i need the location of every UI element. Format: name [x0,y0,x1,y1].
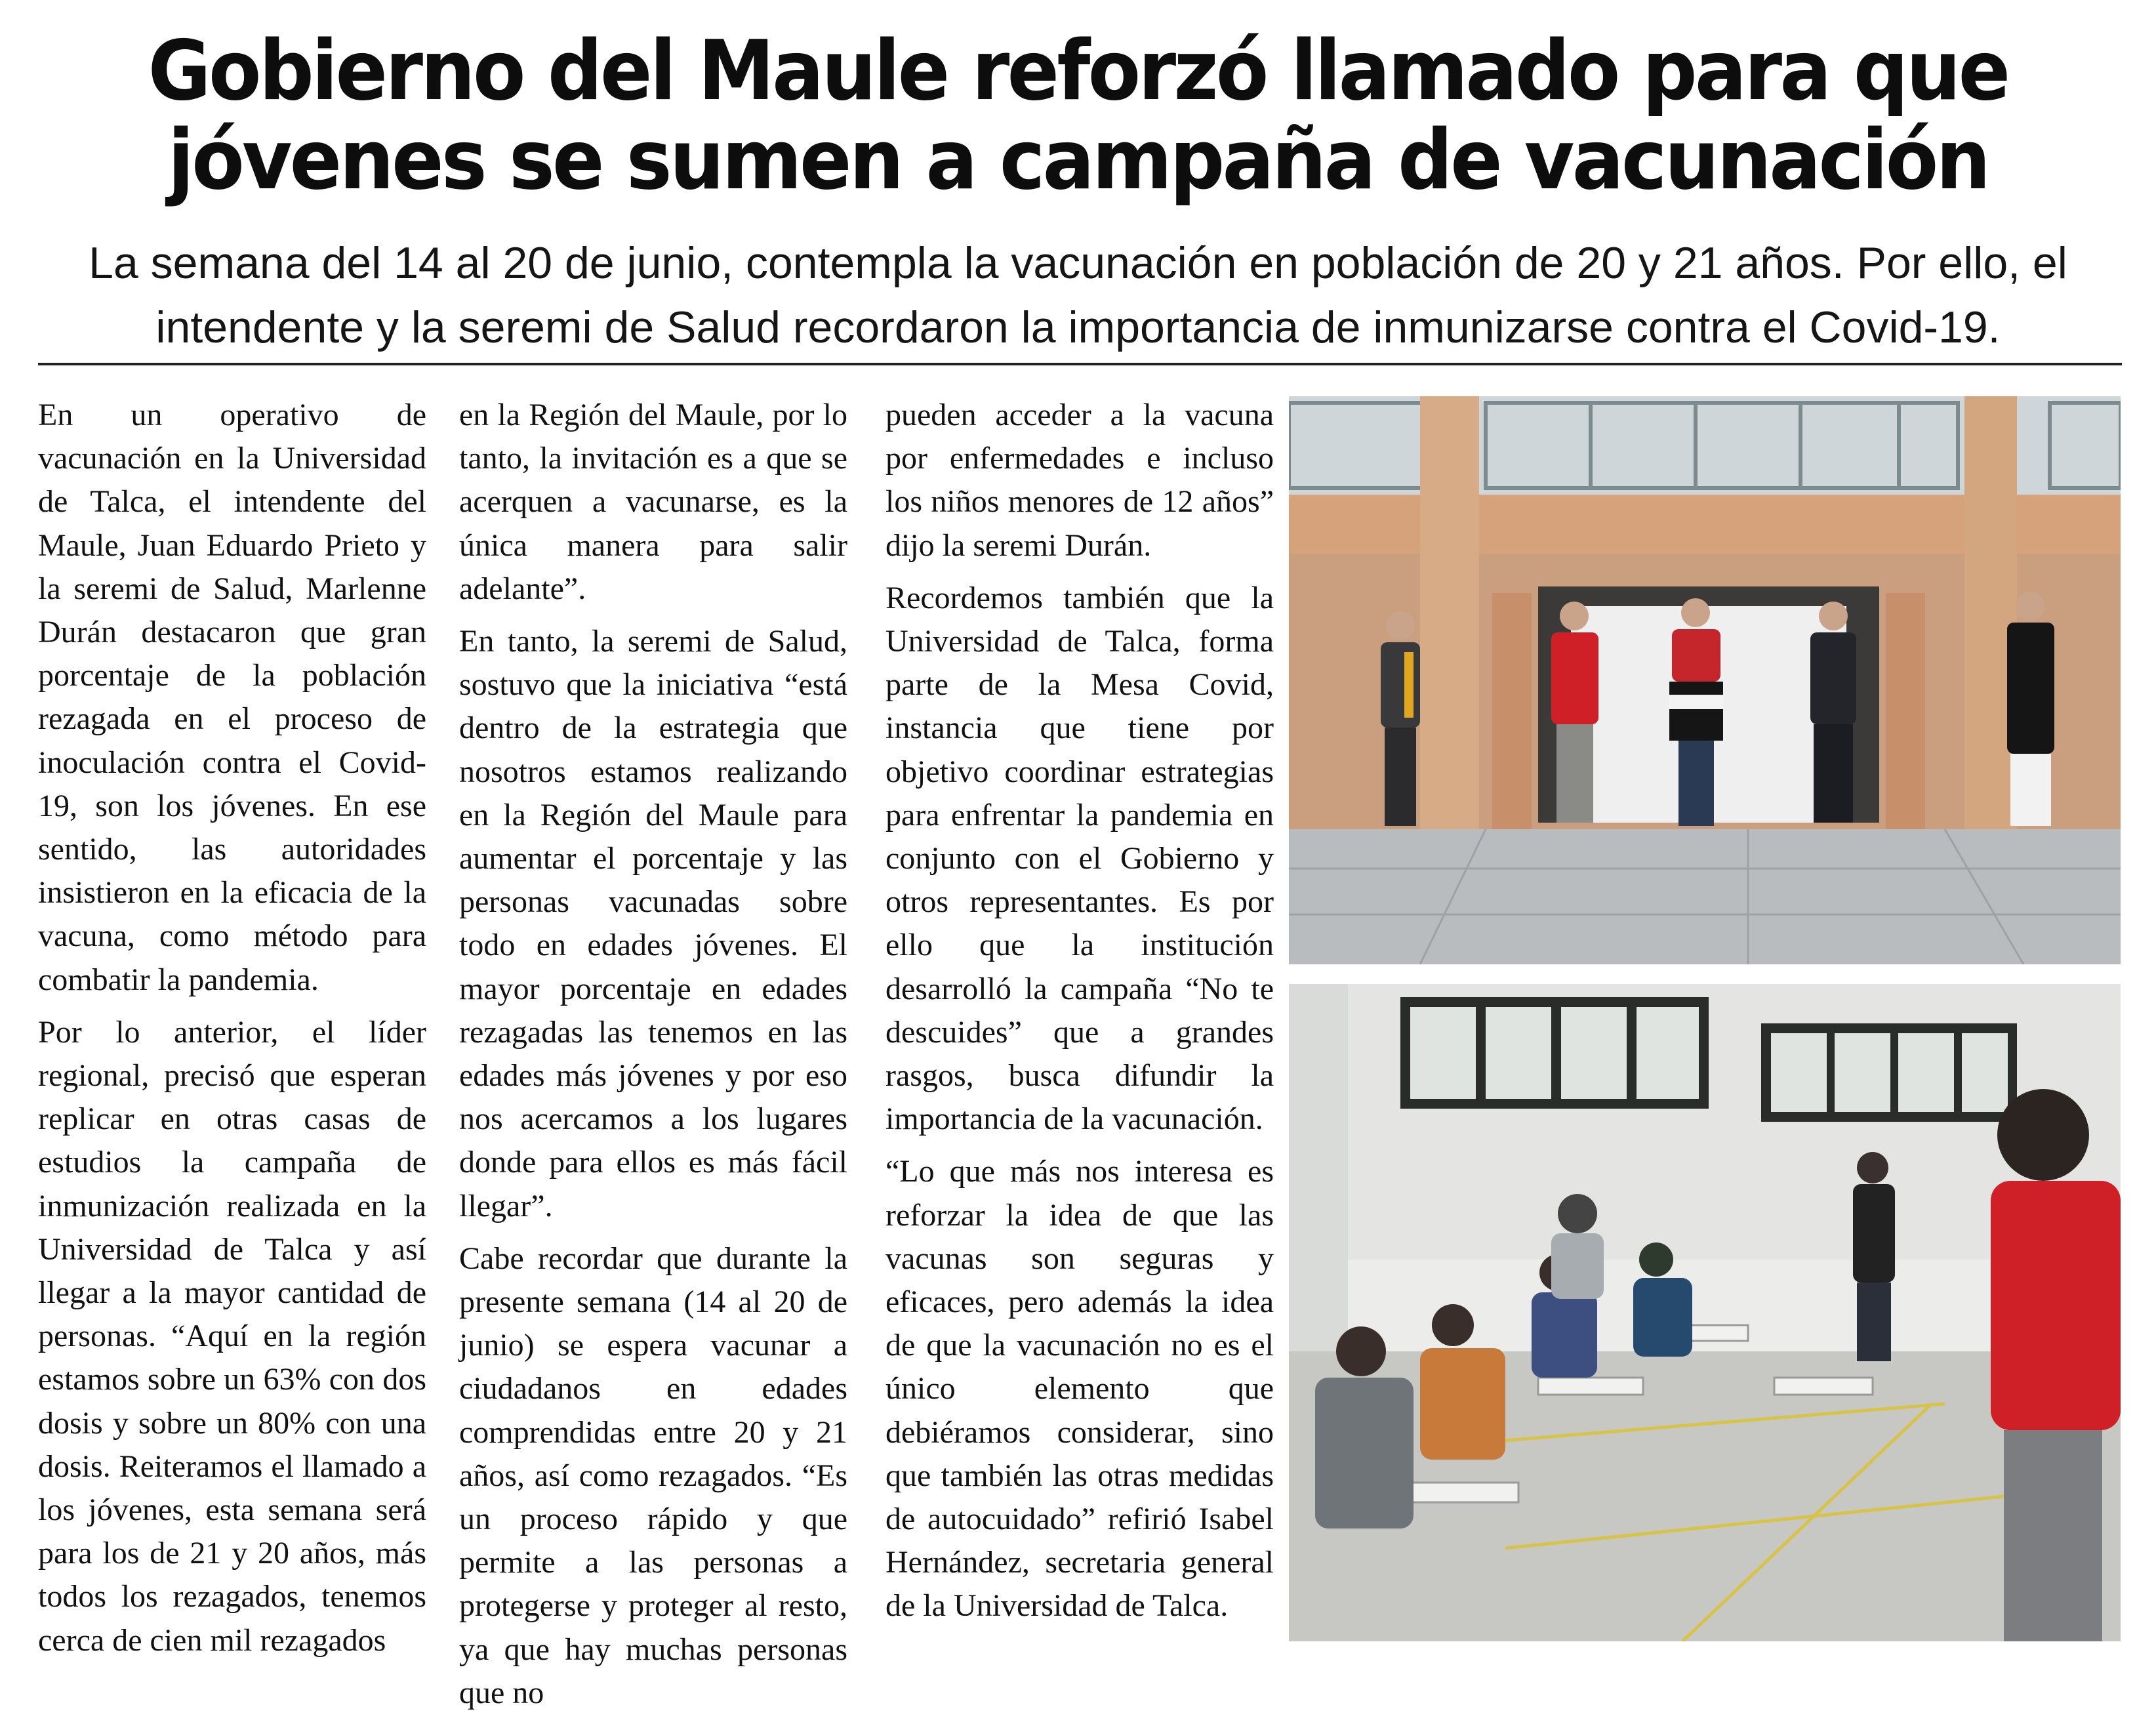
article-paragraph: “Lo que más nos interesa es reforzar la idea de que las vacunas son seguras y eficaces, pero además la idea de que la vacunación no es el único elemento que debiéramos considerar, sino que también las otras medidas de autocuidado” refirió Isabel Hernández, secretaria general de la Universidad de Talca. [885,1154,1274,1624]
article-paragraph: pueden acceder a la vacuna por enfermedades e incluso los niños menores de 12 años” dijo la seremi Durán. [885,398,1274,563]
article-paragraph: Cabe recordar que durante la presente semana (14 al 20 de junio) se espera vacunar a ciudadanos en edades comprendidas entre 20 y 21 años, así como rezagados. “Es un proceso rápido y que permite a las personas a protegerse y proteger al resto, ya que hay muchas personas que no [459,1241,847,1710]
deck-subtitle: La semana del 14 al 20 de junio, contempla la vacunación en población de 20 y 21 años. Por ello, el intendente y la seremi de Salud recordaron la importancia de inmunizarse contra el Covid-19. [89,238,2067,352]
photo-authorities-illustration [1289,396,2121,964]
article-paragraph: En tanto, la seremi de Salud, sostuvo que la iniciativa “está dentro de la estrategia que nosotros estamos realizando en la Región del Maule para aumentar el porcentaje y las personas vacunadas sobre todo en edades jóvenes. El mayor porcentaje en edades rezagadas las tenemos en las edades más jóvenes y por eso nos acercamos a los lugares donde para ellos es más fácil llegar”. [459,624,847,1223]
section-divider [38,363,2122,365]
headline: Gobierno del Maule reforzó llamado para que jóvenes se sumen a campaña de vacunación [148,22,2008,208]
article-paragraph: Por lo anterior, el líder regional, precisó que esperan replicar en otras casas de estudios la campaña de inmunización realizada en la Universidad de Talca y así llegar a la mayor cantidad de personas. “Aquí en la región estamos sobre un 63% con dos dosis y sobre un 80% con una dosis. Reiteramos el llamado a los jóvenes, esta semana será para los de 21 y 20 años, más todos los rezagados, tenemos cerca de cien mil rezagados [38,1014,426,1658]
article-column-3 [885,394,1274,1637]
photo-authorities-building [1289,396,2121,964]
photo-classroom-vaccination [1289,984,2121,1641]
article-column-2 [459,394,847,1724]
article-column-1 [38,394,426,1672]
article-paragraph: en la Región del Maule, por lo tanto, la invitación es a que se acerquen a vacunarse, es la única manera para salir adelante”. [459,398,847,606]
photo-classroom-illustration [1289,984,2121,1641]
article-paragraph: En un operativo de vacunación en la Universidad de Talca, el intendente del Maule, Juan Eduardo Prieto y la seremi de Salud, Marlenne Durán destacaron que gran porcentaje de la población rezagada en el proceso de inoculación contra el Covid-19, son los jóvenes. En ese sentido, las autoridades insistieron en la eficacia de la vacuna, como método para combatir la pandemia. [38,398,426,997]
article-paragraph: Recordemos también que la Universidad de Talca, forma parte de la Mesa Covid, instancia que tiene por objetivo coordinar estrategias para enfrentar la pandemia en conjunto con el Gobierno y otros representantes. Es por ello que la institución desarrolló la campaña “No te descuides” que a grandes rasgos, busca difundir la importancia de la vacunación. [885,580,1274,1137]
